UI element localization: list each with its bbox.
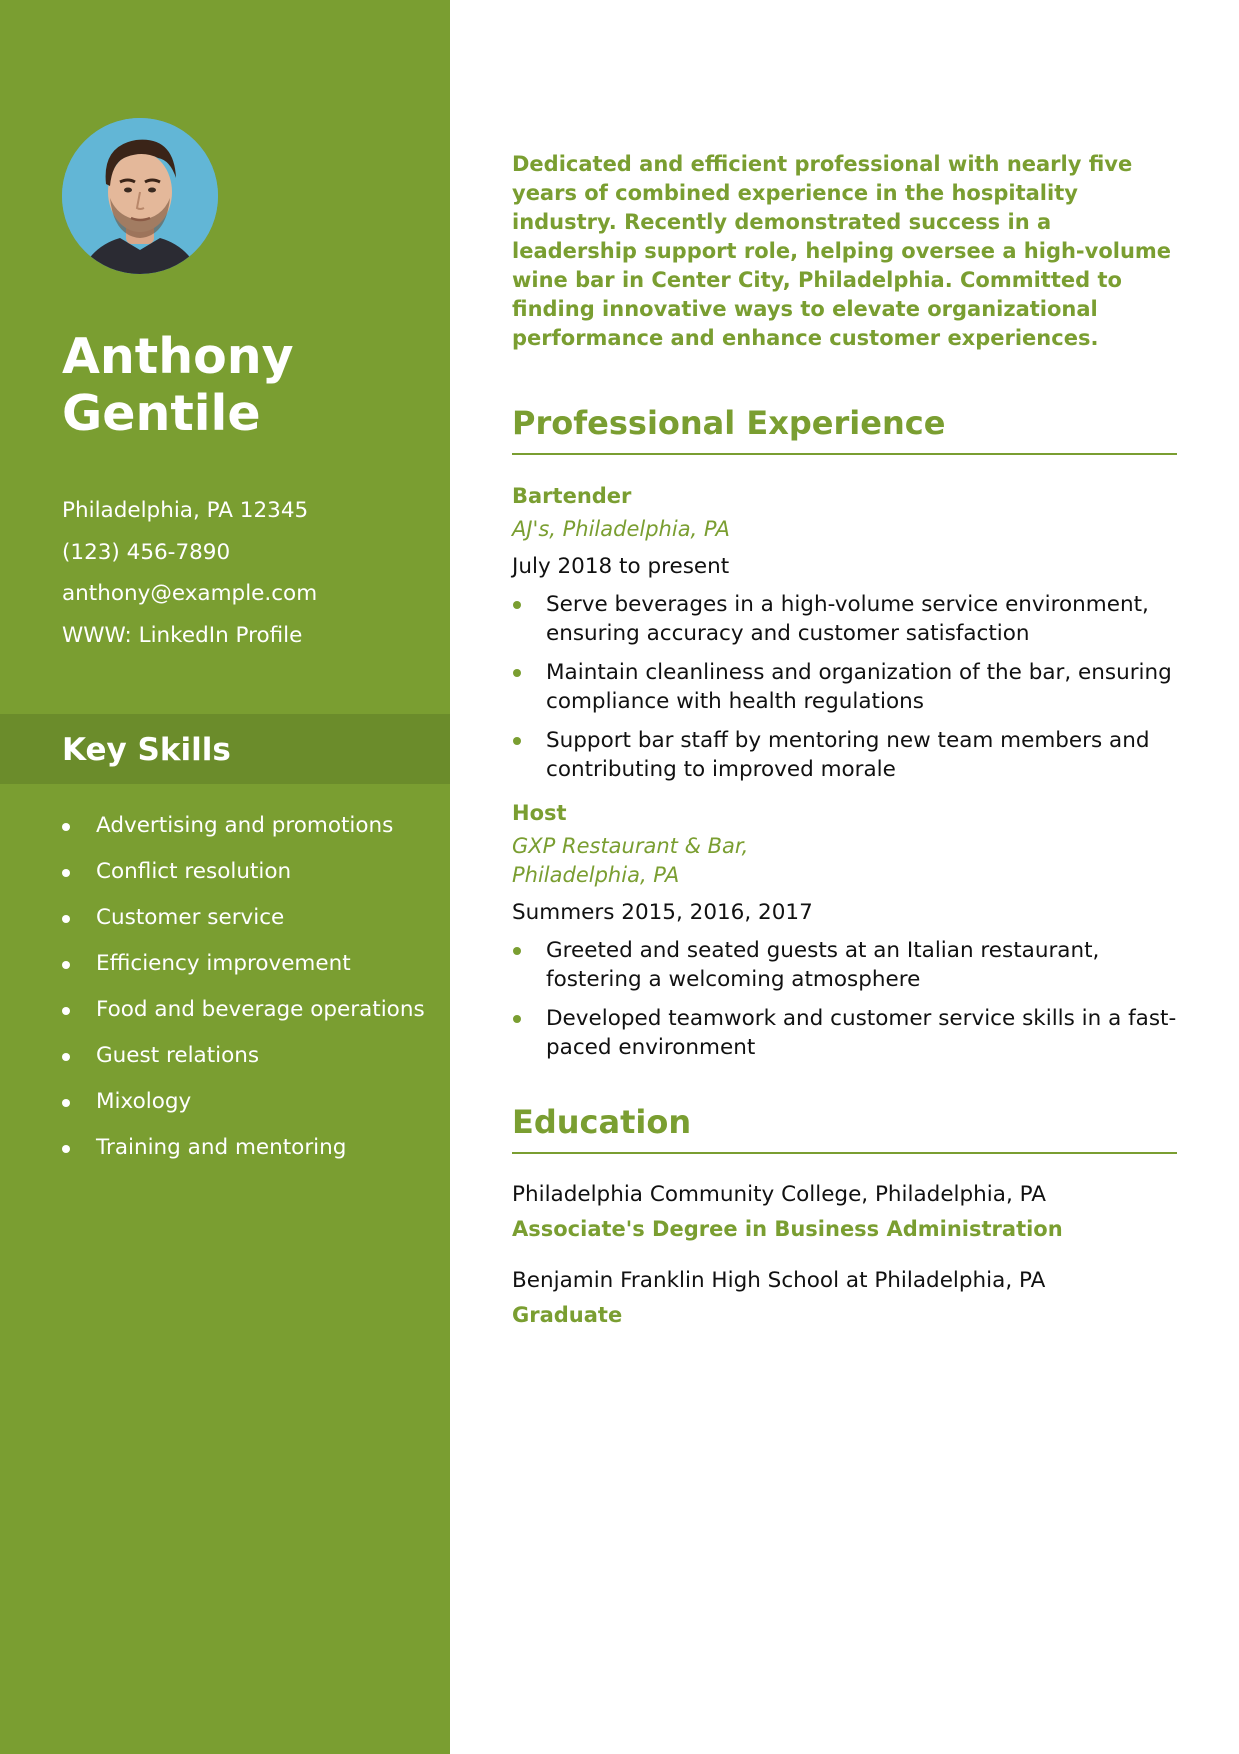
job-company	[512, 832, 1177, 890]
skill-item: Mixology	[62, 1087, 442, 1116]
skill-item: Food and beverage operations	[62, 995, 442, 1024]
job-bullets	[512, 590, 1177, 784]
skills-list	[62, 811, 442, 1179]
contact-address: Philadelphia, PA 12345	[62, 498, 309, 523]
profile-photo-icon	[62, 118, 218, 274]
job-entry	[512, 798, 1177, 1062]
job-bullet: Greeted and seated guests at an Italian restaurant, fostering a welcoming atmosphere	[512, 936, 1177, 994]
job-bullet: Serve beverages in a high-volume service environment, ensuring accuracy and customer satisfaction	[512, 590, 1177, 648]
job-dates: July 2018 to present	[512, 554, 730, 579]
education-title: Education	[512, 1102, 1177, 1154]
education-school: Philadelphia Community College, Philadelphia, PA	[512, 1182, 1046, 1207]
education-entry	[512, 1266, 1177, 1330]
contact-email[interactable]: anthony@example.com	[62, 581, 318, 606]
skill-item: Advertising and promotions	[62, 811, 442, 840]
contact-list	[62, 496, 317, 662]
candidate-name	[62, 328, 294, 442]
first-name: Anthony	[62, 328, 294, 385]
education-school: Benjamin Franklin High School at Philadelphia, PA	[512, 1268, 1046, 1293]
skill-item: Customer service	[62, 903, 442, 932]
job-company: AJ's, Philadelphia, PA	[512, 517, 730, 541]
last-name: Gentile	[62, 385, 261, 442]
skill-item: Guest relations	[62, 1041, 442, 1070]
education-degree: Associate's Degree in Business Administration	[512, 1217, 1063, 1241]
skill-item: Efficiency improvement	[62, 949, 442, 978]
job-bullet: Maintain cleanliness and organization of the bar, ensuring compliance with health regulations	[512, 658, 1177, 716]
skill-item: Conflict resolution	[62, 857, 442, 886]
experience-section	[512, 403, 1177, 1062]
professional-summary: Dedicated and efficient professional with nearly five years of combined experience in the hospitality industry. Recently demonstrated success in a leadership support role, helping oversee a high-volume wine bar in Center City, Philadelphia. Committed to finding innovative ways to elevate organizational performance and enhance customer experiences.	[512, 152, 1172, 350]
skills-title: Key Skills	[62, 732, 231, 768]
job-company-line: Philadelphia, PA	[512, 863, 680, 887]
education-entry	[512, 1180, 1177, 1244]
skill-item: Training and mentoring	[62, 1133, 442, 1162]
job-title: Bartender	[512, 484, 632, 508]
job-title: Host	[512, 801, 567, 825]
education-section	[512, 1102, 1177, 1330]
experience-title: Professional Experience	[512, 403, 1177, 455]
sidebar	[0, 0, 450, 1754]
contact-phone: (123) 456-7890	[62, 539, 231, 565]
job-dates: Summers 2015, 2016, 2017	[512, 900, 813, 925]
main-content	[512, 150, 1177, 1330]
job-bullets	[512, 936, 1177, 1062]
job-bullet: Support bar staff by mentoring new team members and contributing to improved morale	[512, 726, 1177, 784]
job-bullet: Developed teamwork and customer service skills in a fast-paced environment	[512, 1004, 1177, 1062]
education-degree: Graduate	[512, 1303, 623, 1327]
job-entry	[512, 481, 1177, 784]
job-company-line: GXP Restaurant & Bar,	[512, 834, 749, 858]
contact-website[interactable]: WWW: LinkedIn Profile	[62, 622, 303, 648]
